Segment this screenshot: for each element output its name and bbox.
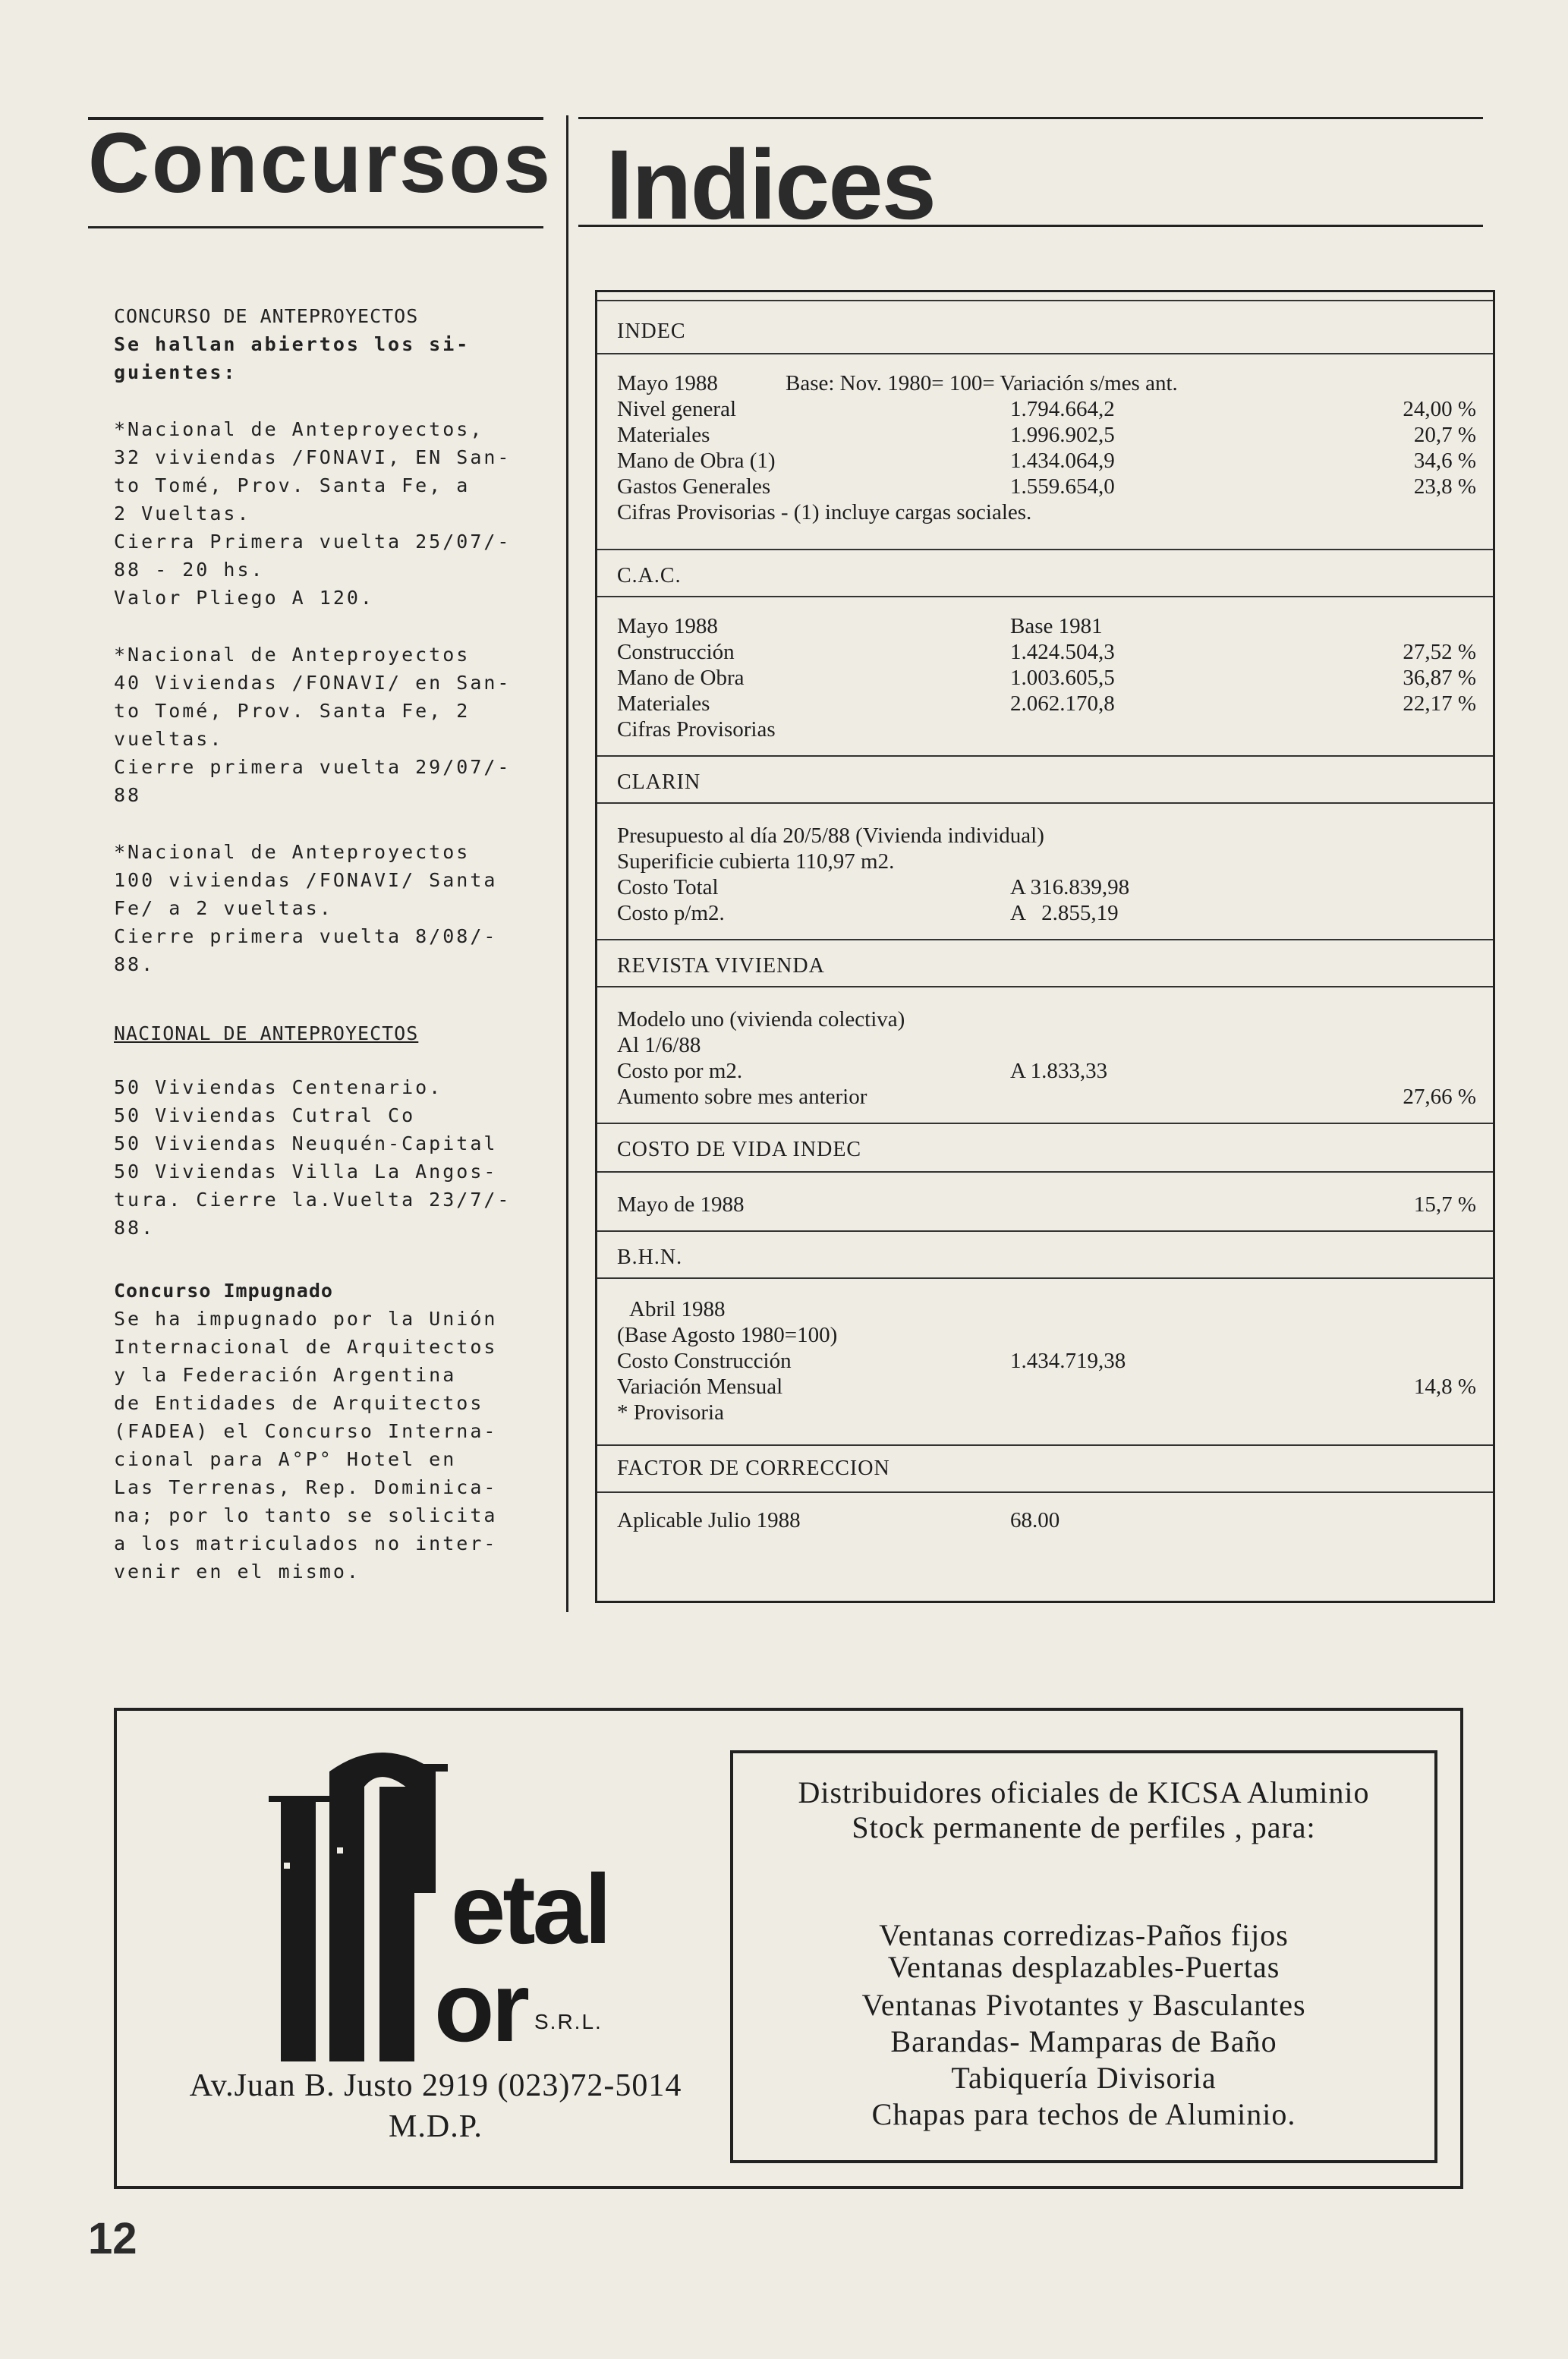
item-line: Las Terrenas, Rep. Dominica-	[114, 1476, 498, 1498]
indec-head-date: Mayo 1988	[617, 371, 718, 395]
revista-line: Al 1/6/88	[617, 1033, 701, 1057]
indec-row-value: 1.559.654,0	[1010, 474, 1115, 499]
indices-heading: Indices	[606, 129, 935, 240]
section-title-indec: INDEC	[617, 320, 686, 343]
cac-row-pct: 22,17 %	[1403, 691, 1476, 716]
cac-row-pct: 27,52 %	[1403, 640, 1476, 664]
clarin-row-value: A 316.839,98	[1010, 875, 1130, 899]
costo-vida-pct: 15,7 %	[1413, 1192, 1476, 1217]
indices-table	[595, 290, 1495, 1603]
item-line: Cierre primera vuelta 29/07/-	[114, 756, 512, 778]
cac-row-label: Mano de Obra	[617, 666, 745, 690]
section-title-cac: C.A.C.	[617, 564, 682, 587]
factor-value: 68.00	[1010, 1508, 1060, 1532]
item-line: Cierre primera vuelta 8/08/-	[114, 925, 498, 947]
indec-row-pct: 23,8 %	[1413, 474, 1476, 499]
ad-box-line: Stock permanente de perfiles , para:	[852, 1810, 1316, 1844]
divider	[597, 1171, 1493, 1173]
divider	[597, 596, 1493, 597]
section-title: NACIONAL DE ANTEPROYECTOS	[114, 1022, 419, 1044]
section-title-bhn: B.H.N.	[617, 1246, 683, 1269]
cac-note: Cifras Provisorias	[617, 717, 776, 742]
divider	[597, 1123, 1493, 1124]
divider	[597, 1277, 1493, 1279]
item-line: *Nacional de Anteproyectos,	[114, 418, 484, 440]
bhn-note: * Provisoria	[617, 1400, 724, 1425]
cac-row-label: Construcción	[617, 640, 735, 664]
concurso-item-3	[114, 838, 545, 978]
indec-row-label: Materiales	[617, 423, 710, 447]
ad-product-box	[730, 1750, 1437, 2163]
ad-product-item: Ventanas Pivotantes y Basculantes	[861, 1988, 1306, 2022]
item-line: Valor Pliego A 120.	[114, 587, 374, 609]
clarin-row-label: Costo Total	[617, 875, 719, 899]
revista-row-label: Costo por m2.	[617, 1059, 743, 1083]
item-line: 88.	[114, 1217, 156, 1239]
metalmor-advertisement	[114, 1708, 1463, 2189]
item-line: na; por lo tanto se solicita	[114, 1504, 498, 1526]
item-line: vueltas.	[114, 728, 224, 750]
logo-srl: S.R.L.	[534, 2010, 603, 2033]
cac-row-value: 2.062.170,8	[1010, 691, 1115, 716]
item-line: y la Federación Argentina	[114, 1364, 457, 1386]
revista-row-label: Aumento sobre mes anterior	[617, 1085, 867, 1109]
clarin-row-label: Costo p/m2.	[617, 901, 725, 925]
item-line: tura. Cierre la.Vuelta 23/7/-	[114, 1189, 512, 1211]
ad-address: Av.Juan B. Justo 2919 (023)72-5014	[189, 2068, 682, 2103]
cac-row-pct: 36,87 %	[1403, 666, 1476, 690]
indec-row-pct: 20,7 %	[1413, 423, 1476, 447]
section-title-clarin: CLARIN	[617, 770, 701, 794]
item-line: 88.	[114, 953, 156, 975]
indec-row-value: 1.996.902,5	[1010, 423, 1115, 447]
clarin-line: Presupuesto al día 20/5/88 (Vivienda individual)	[617, 824, 1044, 848]
ad-product-item: Ventanas desplazables-Puertas	[887, 1950, 1280, 1984]
ad-product-item: Tabiquería Divisoria	[951, 2061, 1217, 2095]
cac-head-base: Base 1981	[1010, 614, 1103, 638]
divider	[597, 1230, 1493, 1232]
indec-row-label: Nivel general	[617, 397, 737, 421]
indec-row-pct: 34,6 %	[1413, 449, 1476, 473]
bhn-row-label: Variación Mensual	[617, 1375, 783, 1399]
ad-product-item: Barandas- Mamparas de Baño	[890, 2024, 1277, 2058]
concurso-item-2	[114, 641, 545, 809]
clarin-row-value: A 2.855,19	[1010, 901, 1119, 925]
divider	[597, 353, 1493, 354]
concurso-item-1	[114, 415, 545, 612]
item-line: to Tomé, Prov. Santa Fe, a	[114, 474, 471, 496]
bhn-line: Abril 1988	[629, 1297, 726, 1321]
divider	[597, 549, 1493, 550]
item-line: de Entidades de Arquitectos	[114, 1392, 484, 1414]
intro-line: guientes:	[114, 361, 238, 383]
item-line: to Tomé, Prov. Santa Fe, 2	[114, 700, 471, 722]
indec-row-label: Gastos Generales	[617, 474, 771, 499]
costo-vida-label: Mayo de 1988	[617, 1192, 745, 1217]
section-title-factor: FACTOR DE CORRECCION	[617, 1457, 890, 1480]
bhn-row-label: Costo Construcción	[617, 1349, 792, 1373]
revista-row-pct: 27,66 %	[1403, 1085, 1476, 1109]
ad-product-item: Chapas para techos de Aluminio.	[871, 2097, 1296, 2131]
indec-row-value: 1.794.664,2	[1010, 397, 1115, 421]
item-line: 88 - 20 hs.	[114, 559, 265, 581]
divider	[597, 1491, 1493, 1493]
item-line: Se ha impugnado por la Unión	[114, 1308, 498, 1330]
section-title-revista: REVISTA VIVIENDA	[617, 954, 825, 978]
divider	[597, 1444, 1493, 1446]
item-line: venir en el mismo.	[114, 1561, 361, 1583]
item-line: 40 Viviendas /FONAVI/ en San-	[114, 672, 512, 694]
cac-row-label: Materiales	[617, 691, 710, 716]
cac-head-date: Mayo 1988	[617, 614, 718, 638]
item-line: Cierra Primera vuelta 25/07/-	[114, 531, 512, 553]
indec-head-base: Base: Nov. 1980= 100= Variación s/mes ant.	[786, 371, 1178, 395]
header-rule-right-top	[578, 117, 1483, 119]
revista-line: Modelo uno (vivienda colectiva)	[617, 1007, 905, 1031]
item-line: a los matriculados no inter-	[114, 1532, 498, 1554]
bhn-row-pct: 14,8 %	[1413, 1375, 1476, 1399]
page-number: 12	[88, 2214, 137, 2263]
column-divider	[566, 115, 568, 1612]
logo-or: or	[434, 1951, 527, 2062]
header-rule-left-bottom	[88, 226, 543, 228]
bhn-row-value: 1.434.719,38	[1010, 1349, 1126, 1373]
item-line: 50 Viviendas Neuquén-Capital	[114, 1132, 498, 1154]
ad-city: M.D.P.	[389, 2109, 483, 2144]
item-line: 50 Viviendas Cutral Co	[114, 1104, 416, 1126]
concurso-intro	[114, 302, 545, 386]
table-top-rule	[597, 300, 1493, 301]
item-line: Fe/ a 2 vueltas.	[114, 897, 333, 919]
ad-box-line: Distribuidores oficiales de KICSA Aluminio	[798, 1775, 1370, 1809]
bhn-line: (Base Agosto 1980=100)	[617, 1323, 838, 1347]
concursos-heading: Concursos	[88, 115, 553, 210]
indec-row-label: Mano de Obra (1)	[617, 449, 776, 473]
metalmor-logo-wordmark	[261, 1718, 264, 1719]
intro-title: CONCURSO DE ANTEPROYECTOS	[114, 305, 419, 327]
clarin-line: Superificie cubierta 110,97 m2.	[617, 849, 895, 874]
section-title: Concurso Impugnado	[114, 1280, 333, 1302]
item-line: Internacional de Arquitectos	[114, 1336, 498, 1358]
logo-etal: etal	[451, 1854, 609, 1964]
item-line: 32 viviendas /FONAVI, EN San-	[114, 446, 512, 468]
intro-line: Se hallan abiertos los si-	[114, 333, 471, 355]
indec-row-value: 1.434.064,9	[1010, 449, 1115, 473]
item-line: cional para A°P° Hotel en	[114, 1448, 457, 1470]
factor-label: Aplicable Julio 1988	[617, 1508, 801, 1532]
ad-product-item: Ventanas corredizas-Paños fijos	[879, 1918, 1289, 1952]
concurso-impugnado	[114, 1277, 545, 1586]
item-line: (FADEA) el Concurso Interna-	[114, 1420, 498, 1442]
item-line: *Nacional de Anteproyectos	[114, 644, 471, 666]
cac-row-value: 1.424.504,3	[1010, 640, 1115, 664]
item-line: 88	[114, 784, 142, 806]
divider	[597, 802, 1493, 804]
item-line: *Nacional de Anteproyectos	[114, 841, 471, 863]
nacional-anteproyectos	[114, 1019, 545, 1242]
indec-note: Cifras Provisorias - (1) incluye cargas sociales.	[617, 500, 1032, 524]
divider	[597, 755, 1493, 757]
indec-row-pct: 24,00 %	[1403, 397, 1476, 421]
item-line: 100 viviendas /FONAVI/ Santa	[114, 869, 498, 891]
divider	[597, 939, 1493, 940]
section-title-costo-vida: COSTO DE VIDA INDEC	[617, 1138, 862, 1161]
item-line: 50 Viviendas Centenario.	[114, 1076, 443, 1098]
concursos-column	[114, 302, 545, 1586]
cac-row-value: 1.003.605,5	[1010, 666, 1115, 690]
divider	[597, 986, 1493, 987]
item-line: 50 Viviendas Villa La Angos-	[114, 1161, 498, 1183]
item-line: 2 Vueltas.	[114, 502, 251, 524]
revista-row-value: A 1.833,33	[1010, 1059, 1108, 1083]
